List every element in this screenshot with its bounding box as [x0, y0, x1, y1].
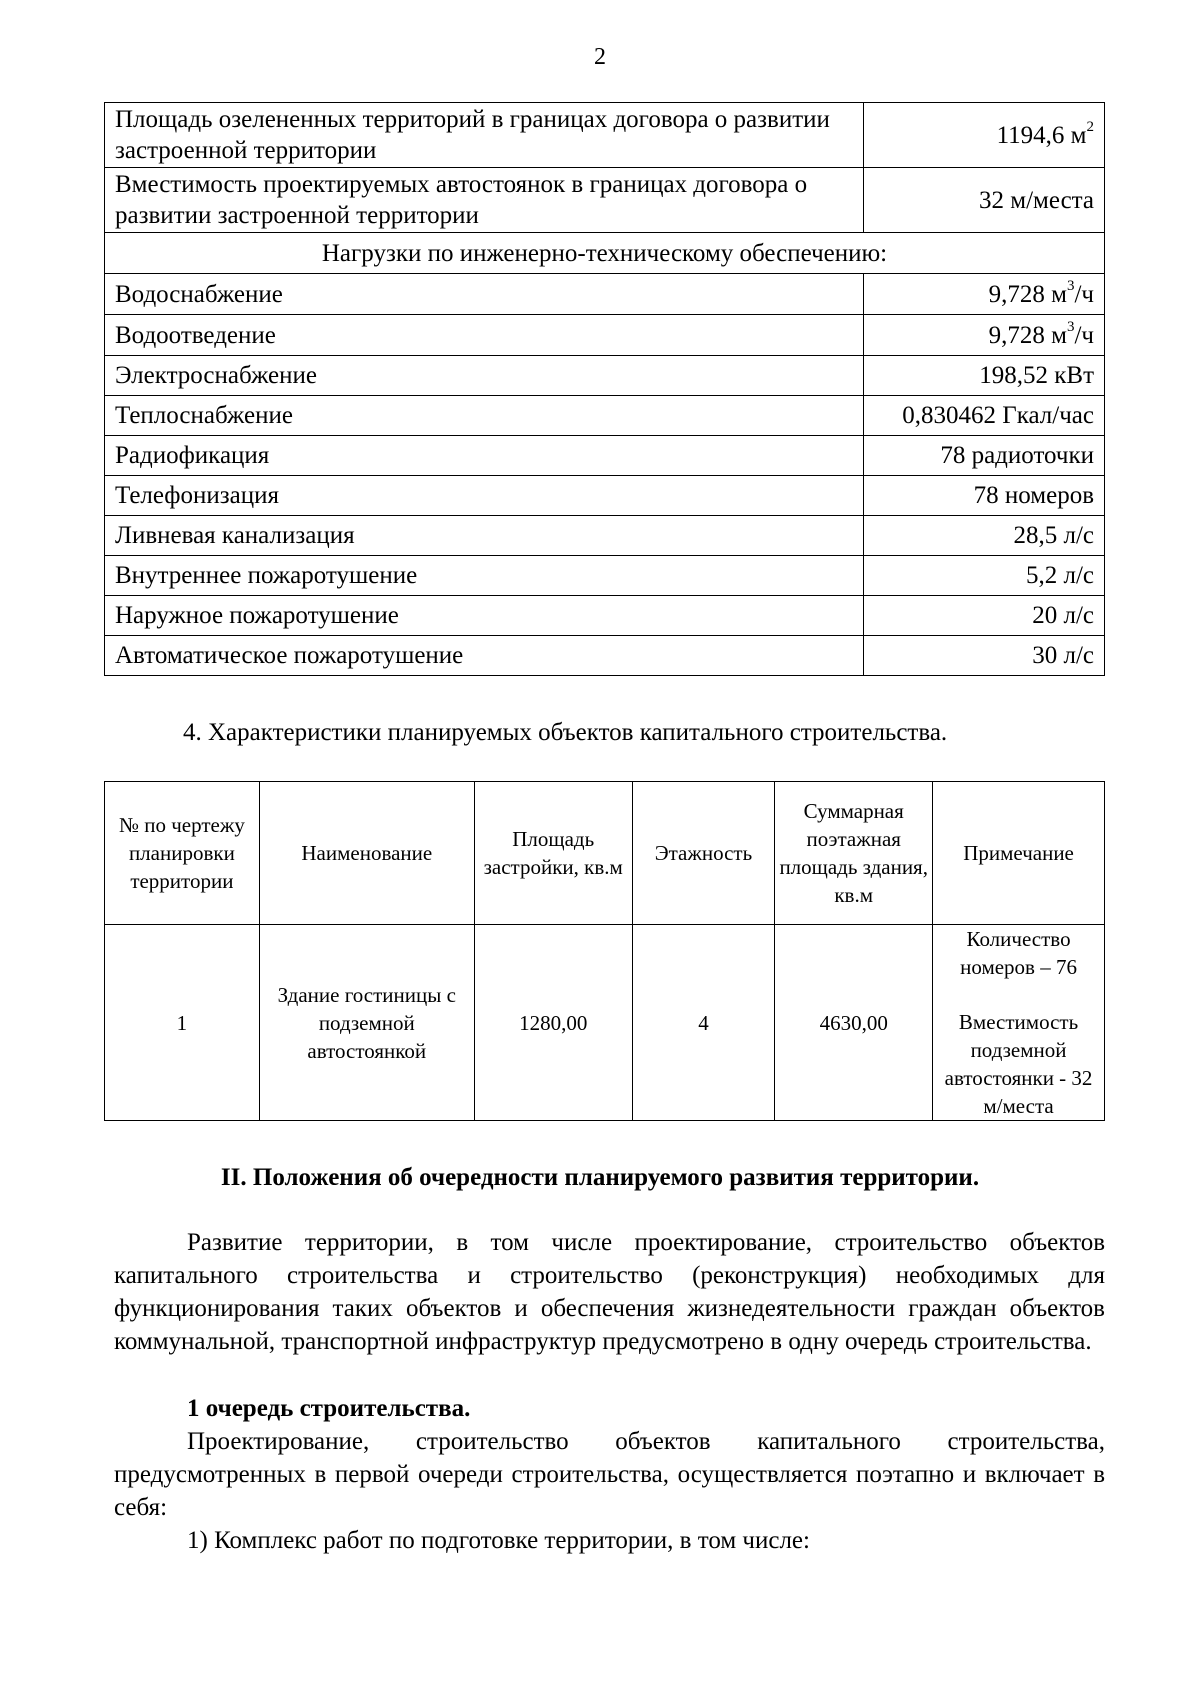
- table-row: [105, 476, 1105, 516]
- column-header: Площадь застройки, кв.м: [474, 782, 632, 925]
- table-section-row: [105, 233, 1105, 274]
- load-label: Внутреннее пожаротушение: [105, 556, 864, 596]
- column-header: Этажность: [632, 782, 775, 925]
- table-row: [105, 636, 1105, 676]
- load-label: Радиофикация: [105, 436, 864, 476]
- object-note: [933, 925, 1105, 1121]
- load-value: 28,5 л/с: [864, 516, 1105, 556]
- paragraph-development: Развитие территории, в том числе проектирование, строительство объектов капитального строительства и строительство (реконструкция) необходимых для функционирования таких объектов и обеспечения жизнедеятельности граждан объектов коммунальной, транспортной инфраструктур предусмотрено в одну очередь строительства.: [114, 1229, 1105, 1355]
- objects-table: [104, 781, 1105, 1121]
- object-number: 1: [105, 925, 260, 1121]
- stage-heading: 1 очередь строительства.: [187, 1395, 471, 1422]
- note-parking: Вместимость подземной автостоянки - 32 м/места: [944, 1010, 1093, 1118]
- indicator-label: Вместимость проектируемых автостоянок в границах договора о развитии застроенной территории: [105, 168, 864, 233]
- object-area: 1280,00: [474, 925, 632, 1121]
- load-label: Ливневая канализация: [105, 516, 864, 556]
- load-label: Водоотведение: [105, 315, 864, 356]
- column-header: Примечание: [933, 782, 1105, 925]
- table-row: [105, 168, 1105, 233]
- load-value: 78 радиоточки: [864, 436, 1105, 476]
- object-total-area: 4630,00: [775, 925, 933, 1121]
- table-row: [105, 516, 1105, 556]
- section2-heading: II. Положения об очередности планируемого развития территории.: [220, 1164, 980, 1191]
- loads-section-header: Нагрузки по инженерно-техническому обеспечению:: [105, 233, 1105, 274]
- indicators-table: [104, 102, 1105, 676]
- paragraph-design: Проектирование, строительство объектов капитального строительства, предусмотренных в первой очереди строительства, осуществляется поэтапно и включает в себя:: [114, 1428, 1105, 1521]
- table-row: [105, 103, 1105, 168]
- load-label: Теплоснабжение: [105, 396, 864, 436]
- table-row: [105, 274, 1105, 315]
- object-name: Здание гостиницы с подземной автостоянкой: [259, 925, 474, 1121]
- section4-caption: 4. Характеристики планируемых объектов капитального строительства.: [183, 719, 948, 746]
- table-row: [105, 436, 1105, 476]
- load-value: 0,830462 Гкал/час: [864, 396, 1105, 436]
- indicator-value: 32 м/места: [864, 168, 1105, 233]
- column-header: Наименование: [259, 782, 474, 925]
- table-header-row: [105, 782, 1105, 925]
- indicator-value: 1194,6 $м^2$: [864, 103, 1105, 168]
- table-row: [105, 596, 1105, 636]
- object-floors: 4: [632, 925, 775, 1121]
- load-label: Наружное пожаротушение: [105, 596, 864, 636]
- table-row: [105, 556, 1105, 596]
- indicator-label: Площадь озелененных территорий в границах договора о развитии застроенной территории: [105, 103, 864, 168]
- load-label: Автоматическое пожаротушение: [105, 636, 864, 676]
- column-header: Суммарная поэтажная площадь здания, кв.м: [775, 782, 933, 925]
- column-header: № по чертежу планировки территории: [105, 782, 260, 925]
- load-label: Электроснабжение: [105, 356, 864, 396]
- load-value: 5,2 л/с: [864, 556, 1105, 596]
- load-value: 20 л/с: [864, 596, 1105, 636]
- load-value: 78 номеров: [864, 476, 1105, 516]
- page-number: 2: [594, 44, 606, 70]
- list-item: 1) Комплекс работ по подготовке территории, в том числе:: [187, 1527, 810, 1554]
- load-label: Водоснабжение: [105, 274, 864, 315]
- table-row: [105, 315, 1105, 356]
- load-value: 198,52 кВт: [864, 356, 1105, 396]
- load-value: 9,728 $м^3/ч$: [864, 315, 1105, 356]
- table-row: [105, 925, 1105, 1121]
- load-value: 30 л/с: [864, 636, 1105, 676]
- load-label: Телефонизация: [105, 476, 864, 516]
- table-row: [105, 396, 1105, 436]
- note-rooms: Количество номеров – 76: [960, 927, 1077, 979]
- load-value: 9,728 $м^3/ч$: [864, 274, 1105, 315]
- table-row: [105, 356, 1105, 396]
